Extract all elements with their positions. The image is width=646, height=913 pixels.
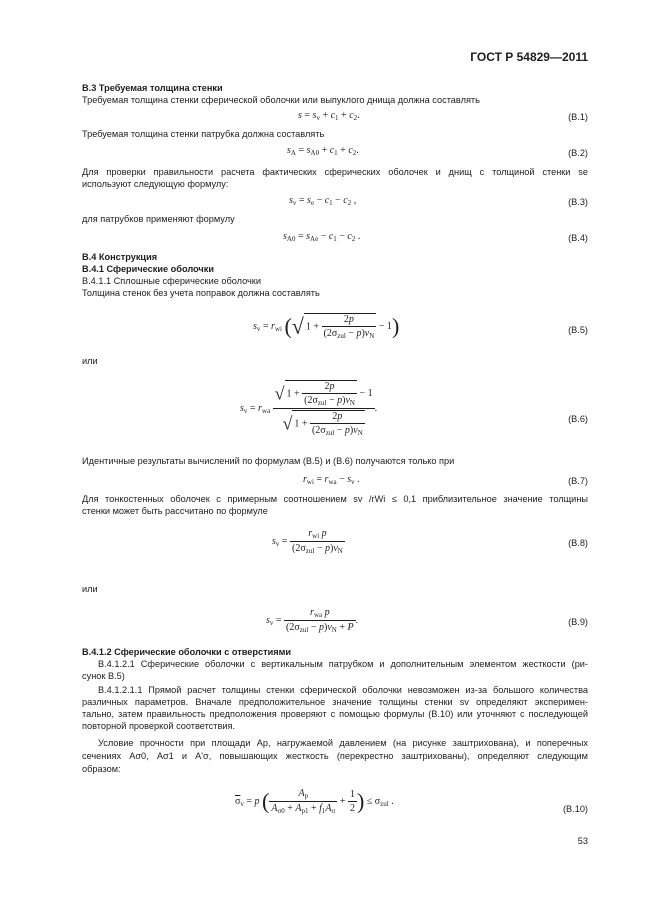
- equation-number-b8: (В.8): [568, 538, 588, 548]
- equation-number-b2: (В.2): [568, 148, 588, 158]
- paragraph-b3-3a: Для проверки правильности расчета фактических сферических оболочек и днищ с толщиной стенки se: [82, 167, 588, 177]
- equation-b10: $\overline{\sigma}_v = p$ ( $\frac{A_p}{A_{\sigma 0} + A_{p1} + f_1A_\sigma}$ + $\frac{1}{2}$ ) ≤ $\sigma_{zul}$ .: [235, 788, 394, 815]
- paragraph-b3-1: Требуемая толщина стенки сферической оболочки или выпуклого днища должна составлять: [82, 95, 480, 105]
- paragraph-b412-3b: сечениях Aσ0, Aσ1 и A'σ, повышающих жесткость (перекрестно заштрихованы), определяют следующим: [82, 751, 588, 761]
- subsection-heading-b412: В.4.1.2 Сферические оболочки с отверстиями: [82, 647, 292, 657]
- equation-number-b3: (В.3): [568, 197, 588, 207]
- text-or-1: или: [82, 356, 98, 366]
- section-heading-b3: В.3 Требуемая толщина стенки: [82, 83, 223, 93]
- subsection-heading-b41: В.4.1 Сферические оболочки: [82, 264, 215, 274]
- paragraph-b412-1a: В.4.1.2.1 Сферические оболочки с вертикальным патрубком и дополнительным элементом жесткости (ри-: [98, 659, 588, 669]
- paragraph-b412-1b: сунок В.5): [82, 671, 125, 681]
- equation-number-b9: (В.9): [568, 617, 588, 627]
- paragraph-b3-4: для патрубков применяют формулу: [82, 214, 235, 224]
- equation-b9: $s_v$ = $\frac{r_{wa} p}{(2\sigma_{zul} - p)v_N + P}$ .: [266, 607, 359, 634]
- equation-b2: $s_A = s_{A0} + c_1 + c_2$.: [287, 145, 359, 157]
- paragraph-b412-2c: тально, затем правильность предположения проверяют с помощью формулы (В.10) или уточняют с последующей: [82, 709, 588, 719]
- equation-number-b1: (В.1): [568, 112, 588, 122]
- equation-b5: $s_v = r_{wi}$ (√ 1 + $\frac{2p}{(2\sigma_{zul} - p)v_N}$ − 1): [253, 313, 400, 340]
- paragraph-b4-1: Толщина стенок без учета поправок должна составлять: [82, 288, 320, 298]
- paragraph-b4-2: Идентичные результаты вычислений по формулам (В.5) и (В.6) получаются только при: [82, 456, 455, 466]
- equation-b4: $s_{A0} = s_{Ae} - c_1 - c_2$ .: [283, 231, 361, 243]
- equation-b8: $s_v$ = $\frac{r_{wi} p}{(2\sigma_{zul} - p)v_N}$: [272, 528, 343, 555]
- paragraph-b4-3b: стенки может быть рассчитано по формуле: [82, 506, 268, 516]
- paragraph-b412-2b: различных параметров. Вначале предположительное значение толщины стенки sv определяют эксперимен-: [82, 697, 588, 707]
- paragraph-b4-3a: Для тонкостенных оболочек с примерным соотношением sv /rWi ≤ 0,1 приблизительное значение толщины: [82, 494, 588, 504]
- paragraph-b412-2d: повторной проверкой соответствия.: [82, 721, 236, 731]
- section-heading-b4: В.4 Конструкция: [82, 252, 158, 262]
- equation-b7: $r_{wi} = r_{wa} - s_v$ .: [303, 474, 360, 486]
- equation-b6: $s_v = r_{wa}$ √ 1 + $\frac{2p}{(2\sigma_{zul} - p)v_N}$ − 1 √ 1 + $\frac{2p}{(2\sigma_{zul} - p)v_N}$ .: [240, 381, 378, 437]
- paragraph-b3-2: Требуемая толщина стенки патрубка должна составлять: [82, 129, 325, 139]
- equation-b3: $s_v = s_e - c_1 - c_2$ ,: [289, 195, 357, 207]
- paragraph-b412-3a: Условие прочности при площади Ap, нагружаемой давлением (на рисунке заштрихована), и поперечных: [98, 738, 588, 748]
- equation-number-b10: (В.10): [562, 804, 588, 814]
- text-or-2: или: [82, 584, 98, 594]
- equation-b1: $s = s_v + c_1 + c_2$.: [298, 110, 360, 122]
- paragraph-b412-3c: образом:: [82, 764, 121, 774]
- document-id: ГОСТ Р 54829—2011: [470, 50, 588, 64]
- paragraph-b412-2a: В.4.1.2.1.1 Прямой расчет толщины стенки сферической оболочки невозможен из-за большого количества: [98, 685, 588, 695]
- equation-number-b4: (В.4): [568, 233, 588, 243]
- page-number: 53: [577, 836, 588, 846]
- equation-number-b7: (В.7): [568, 476, 588, 486]
- subsection-heading-b411: В.4.1.1 Сплошные сферические оболочки: [82, 276, 261, 286]
- equation-number-b5: (В.5): [568, 325, 588, 335]
- paragraph-b3-3b: используют следующую формулу:: [82, 179, 229, 189]
- equation-number-b6: (В.6): [568, 414, 588, 424]
